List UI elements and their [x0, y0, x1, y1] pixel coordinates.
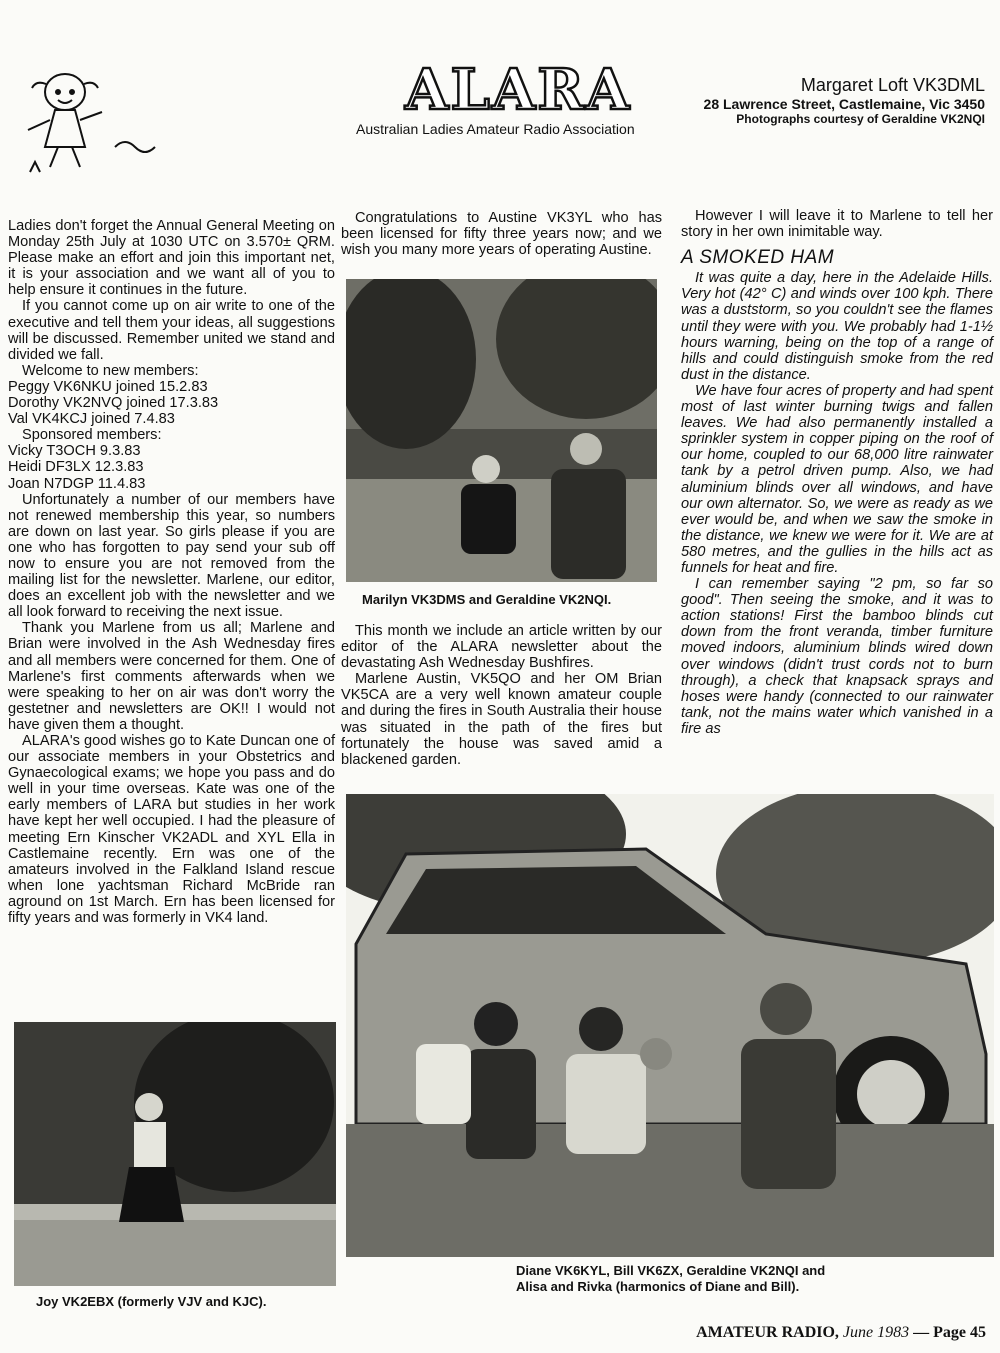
photo-caption-group: Diane VK6KYL, Bill VK6ZX, Geraldine VK2NQI and Alisa and Rivka (harmonics of Diane and Bill).	[516, 1263, 826, 1294]
column-2-body	[341, 623, 662, 768]
girl-logo-illustration	[20, 62, 160, 182]
paragraph: Ladies don't forget the Annual General Meeting on Monday 25th July at 1030 UTC on 3.570± QRM. Please make an effort and join this important net, it is your association and we want all of you to help ensure it continues in the future.	[8, 218, 335, 299]
paragraph: Unfortunately a number of our members have not renewed membership this year, so numbers are down on last year. So girls please if you are one who has forgotten to pay send your sub off now to ensure you are not removed from the mailing list for the newsletter. Marlene, our editor, does an excellent job with the newsletter and we all look forward to receiving the next issue.	[8, 491, 335, 621]
paragraph: This month we include an article written by our editor of the ALARA newsletter about the devastating Ash Wednesday Bushfires.	[341, 623, 662, 672]
photo-caption-marilyn: Marilyn VK3DMS and Geraldine VK2NQI.	[362, 592, 612, 607]
paragraph: It was quite a day, here in the Adelaide Hills. Very hot (42° C) and winds over 100 kph. There was a duststorm, so you couldn't see the flames until they were with you. We probably had 1-1½ hours warning, being on the top of a range of hills and could distinguish smoke from the red dust in the distance.	[681, 270, 993, 383]
member-line: Val VK4KCJ joined 7.4.83	[8, 411, 175, 428]
photo-group-car	[346, 794, 994, 1257]
page-number: — Page 45	[913, 1324, 986, 1341]
page-footer	[696, 1324, 986, 1342]
column-3	[681, 208, 993, 737]
alara-title: ALARA	[405, 57, 632, 123]
column-1	[8, 218, 335, 926]
issue-date: June 1983	[842, 1324, 910, 1341]
member-line: Vicky T3OCH 9.3.83	[8, 443, 141, 460]
author-block	[704, 75, 985, 126]
paragraph: ALARA's good wishes go to Kate Duncan one of our associate members in your Obstetrics and Gynaecological exams; we hope you pass and do well in your time overseas. Kate was one of the early members of LARA but studies in her work have kept her well occupied. I had the pleasure of meeting Ern Kinscher VK2ADL and XYL Ella in Castlemaine recently. Ern was one of the amateurs involved in the Falkland Island rescue when lone yachtsman Richard McBride ran aground on 1st March. Ern has been licensed for fifty years and was formerly in VK4 land.	[8, 733, 335, 927]
paragraph: Sponsored members:	[22, 427, 162, 444]
photo-marilyn-geraldine-image	[346, 279, 657, 582]
photo-caption-joy: Joy VK2EBX (formerly VJV and KJC).	[36, 1294, 267, 1309]
paragraph: Thank you Marlene from us all; Marlene and Brian were involved in the Ash Wednesday fires and all members were concerned for them. One of Marlene's first comments afterwards when we were speaking to her on air was don't worry the gestetner and newsletters are OK!! I would not have given them a thought.	[8, 620, 335, 733]
member-line: Heidi DF3LX 12.3.83	[8, 459, 144, 476]
column-2-intro	[341, 210, 662, 258]
paragraph: Welcome to new members:	[22, 362, 199, 379]
author-address: 28 Lawrence Street, Castlemaine, Vic 3450	[703, 96, 985, 112]
paragraph: Marlene Austin, VK5QO and her OM Brian VK5CA are a very well known amateur couple and during the fires in South Australia their house was situated in the path of the fires but fortunately the house was saved amid a blackened garden.	[341, 671, 662, 768]
association-subtitle: Australian Ladies Amateur Radio Association	[356, 121, 635, 137]
member-line: Joan N7DGP 11.4.83	[8, 475, 146, 492]
photo-joy-image	[14, 1022, 336, 1286]
author-name: Margaret Loft VK3DML	[800, 75, 985, 95]
photo-credit: Photographs courtesy of Geraldine VK2NQI	[736, 112, 985, 126]
photo-group-car-image	[346, 794, 994, 1257]
photo-marilyn-geraldine	[346, 279, 657, 582]
paragraph: We have four acres of property and had spent most of last winter burning twigs and fallen leaves. We had also permanently installed a sprinkler system in copper piping on the roof of our home, coupled to our 68,000 litre rainwater tank by a petrol driven pump. Also, we had aluminium blinds over all windows, and have our own alternator. So, we were as ready as we ever would be, and when we saw the smoke in the distance, we knew we were for it. We are at 580 metres, and the gullies in the hills act as funnels for heat and fire.	[681, 382, 993, 576]
paragraph: Congratulations to Austine VK3YL who has been licensed for fifty three years now; and we wish you many more years of operating Austine.	[341, 210, 662, 259]
member-line: Dorothy VK2NVQ joined 17.3.83	[8, 395, 219, 412]
paragraph: If you cannot come up on air write to one of the executive and tell them your ideas, all suggestions will be discussed. Remember united we stand and divided we fall.	[8, 298, 335, 363]
paragraph: I can remember saying "2 pm, so far so good". Then seeing the smoke, and it was to action stations! First the bamboo blinds cut down from the front veranda, timber furniture moved indoors, aluminium blinds wired down over windows (didn't trust cords not to burn through), a check that knapsack sprays and hoses were handy (connected to our rainwater tank, not the mains water which vanished in a fire as	[681, 576, 993, 737]
magazine-name: AMATEUR RADIO,	[696, 1324, 839, 1341]
photo-joy	[14, 1022, 336, 1286]
member-line: Peggy VK6NKU joined 15.2.83	[8, 378, 208, 395]
paragraph: However I will leave it to Marlene to tell her story in her own inimitable way.	[681, 208, 993, 241]
article-heading: A SMOKED HAM	[681, 247, 835, 269]
